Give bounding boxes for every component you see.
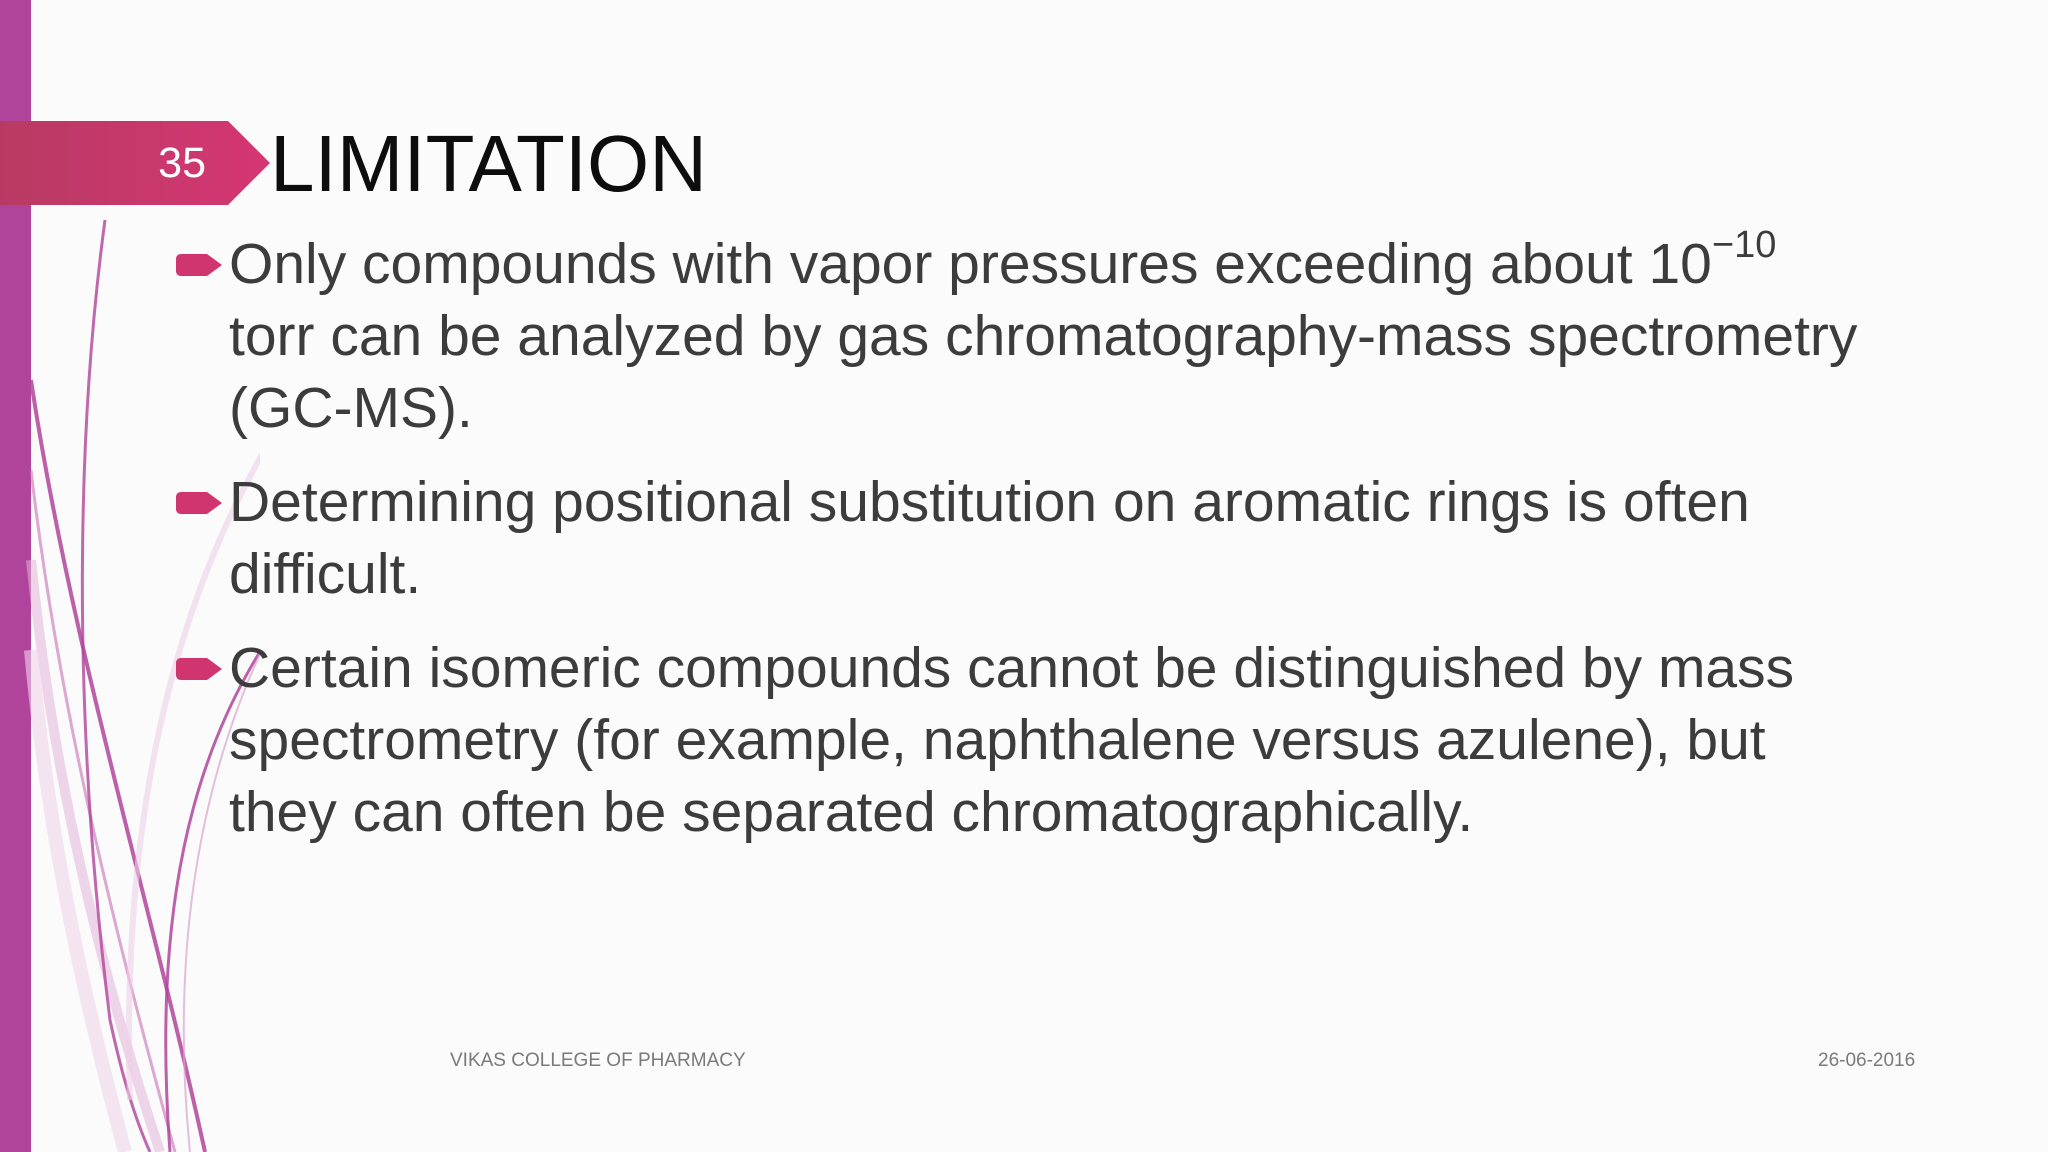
footer-institution: VIKAS COLLEGE OF PHARMACY <box>450 1050 746 1071</box>
bullet-line: (GC-MS). <box>229 376 473 440</box>
bullet-line: Only compounds with vapor pressures exceeding about $10^{-10}$ <box>229 224 1777 296</box>
arrow-bullet-icon <box>176 492 222 514</box>
bullet-line: Certain isomeric compounds cannot be distinguished by mass <box>229 636 1795 700</box>
arrow-bullet-icon <box>176 658 222 680</box>
bullet-list <box>172 224 1972 870</box>
bullet-line: spectrometry (for example, naphthalene versus azulene), but <box>229 708 1766 772</box>
bullet-item <box>172 632 1972 848</box>
bullet-line: torr can be analyzed by gas chromatography-mass spectrometry <box>229 304 1858 368</box>
bullet-line: difficult. <box>229 542 422 606</box>
bullet-item <box>172 466 1972 610</box>
arrow-bullet-icon <box>176 254 222 276</box>
bullet-item <box>172 224 1972 444</box>
footer-date: 26-06-2016 <box>1818 1050 1916 1071</box>
slide-title: LIMITATION <box>270 119 708 208</box>
bullet-line: they can often be separated chromatographically. <box>229 780 1474 844</box>
slide-number: 35 <box>158 139 206 187</box>
bullet-line: Determining positional substitution on aromatic rings is often <box>229 470 1750 534</box>
exponent: −10 <box>1711 224 1777 266</box>
